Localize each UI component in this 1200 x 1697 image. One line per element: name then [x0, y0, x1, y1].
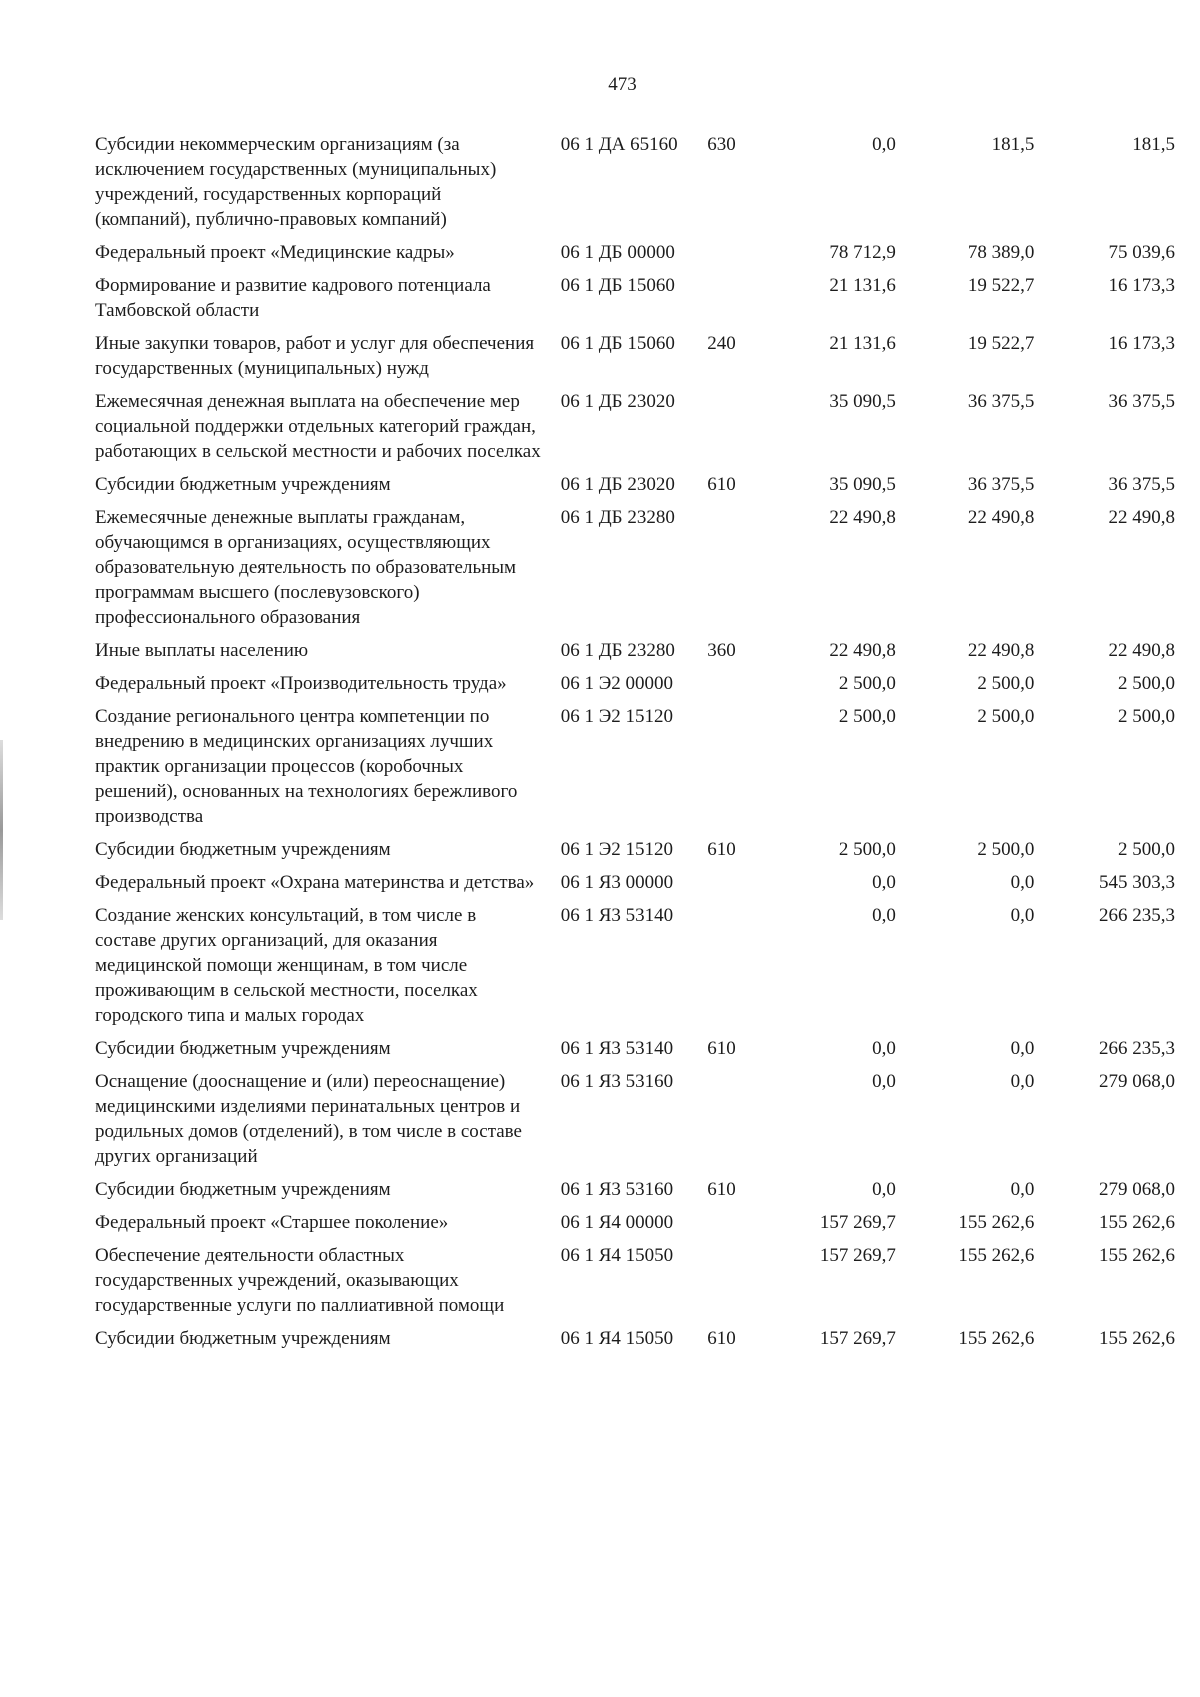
row-amount-year3-cell: 266 235,3 [1099, 1038, 1175, 1059]
row-expense-type-cell: 360 [707, 640, 736, 661]
row-code-cell: 06 1 Я3 00000 [560, 872, 674, 893]
table-row [95, 638, 1175, 671]
row-amount-year3-cell: 36 375,5 [1108, 391, 1175, 412]
table-row [95, 273, 1175, 331]
table-row [95, 132, 1175, 240]
row-name-cell: Федеральный проект «Производительность труда» [95, 673, 507, 694]
row-amount-year3-cell: 2 500,0 [1118, 839, 1175, 860]
row-name-cell: Федеральный проект «Медицинские кадры» [95, 242, 455, 263]
row-amount-year2-cell: 78 389,0 [967, 242, 1035, 263]
budget-table [95, 132, 1175, 1359]
row-amount-year2-cell: 0,0 [1010, 872, 1035, 893]
table-row [95, 903, 1175, 1036]
row-amount-year2-cell: 22 490,8 [967, 507, 1035, 528]
row-expense-type-cell [707, 671, 757, 704]
row-amount-year1-cell: 35 090,5 [829, 391, 896, 412]
row-expense-type-cell: 240 [707, 333, 736, 354]
row-expense-type-cell [707, 389, 757, 472]
table-row [95, 331, 1175, 389]
row-name-cell: Обеспечение деятельности областных государственных учреждений, оказывающих государственные услуги по паллиативной помощи [95, 1245, 505, 1316]
row-expense-type-cell [707, 505, 757, 638]
row-expense-type-cell [707, 1243, 757, 1326]
row-amount-year3-cell: 545 303,3 [1099, 872, 1175, 893]
row-amount-year3-cell: 75 039,6 [1108, 242, 1175, 263]
row-expense-type-cell: 610 [707, 1179, 736, 1200]
row-name-cell: Формирование и развитие кадрового потенциала Тамбовской области [95, 275, 491, 321]
row-amount-year1-cell: 35 090,5 [829, 474, 896, 495]
page-number: 473 [608, 74, 637, 95]
row-code-cell: 06 1 Я4 15050 [560, 1245, 674, 1266]
row-amount-year2-cell: 181,5 [991, 134, 1035, 155]
row-name-cell: Субсидии бюджетным учреждениям [95, 1179, 391, 1200]
scan-edge-artifact [0, 740, 3, 920]
row-amount-year1-cell: 0,0 [872, 1179, 896, 1200]
row-amount-year1-cell: 2 500,0 [838, 839, 896, 860]
row-amount-year1-cell: 21 131,6 [829, 275, 896, 296]
row-code-cell: 06 1 Я3 53140 [560, 905, 674, 926]
row-amount-year1-cell: 0,0 [872, 1071, 896, 1092]
row-name-cell: Ежемесячные денежные выплаты гражданам, обучающимся в организациях, осуществляющих образовательную деятельность по образовательным программам высшего (послевузовского) профессионального образования [95, 507, 517, 628]
row-expense-type-cell [707, 870, 757, 903]
row-expense-type-cell [707, 1069, 757, 1177]
row-amount-year3-cell: 279 068,0 [1099, 1179, 1175, 1200]
table-row [95, 1177, 1175, 1210]
row-code-cell: 06 1 Э2 15120 [560, 706, 673, 727]
row-code-cell: 06 1 ДБ 23020 [560, 474, 675, 495]
table-row [95, 1069, 1175, 1177]
row-code-cell: 06 1 ДБ 15060 [560, 275, 675, 296]
row-expense-type-cell: 630 [707, 134, 736, 155]
row-amount-year3-cell: 155 262,6 [1099, 1328, 1175, 1349]
row-name-cell: Субсидии бюджетным учреждениям [95, 839, 391, 860]
row-amount-year2-cell: 36 375,5 [967, 391, 1035, 412]
row-name-cell: Оснащение (дооснащение и (или) переоснащение) медицинскими изделиями перинатальных центров и родильных домов (отделений), в том числе в составе других организаций [95, 1071, 522, 1167]
row-amount-year2-cell: 19 522,7 [967, 275, 1035, 296]
row-amount-year2-cell: 155 262,6 [958, 1328, 1035, 1349]
row-amount-year1-cell: 157 269,7 [819, 1212, 896, 1233]
row-amount-year1-cell: 78 712,9 [829, 242, 896, 263]
table-row [95, 1326, 1175, 1359]
row-amount-year3-cell: 266 235,3 [1099, 905, 1175, 926]
row-amount-year1-cell: 2 500,0 [838, 706, 896, 727]
row-expense-type-cell: 610 [707, 1328, 736, 1349]
row-amount-year2-cell: 0,0 [1010, 905, 1035, 926]
row-name-cell: Иные выплаты населению [95, 640, 309, 661]
row-amount-year3-cell: 279 068,0 [1099, 1071, 1175, 1092]
row-amount-year1-cell: 0,0 [872, 872, 896, 893]
row-amount-year2-cell: 2 500,0 [977, 673, 1035, 694]
row-code-cell: 06 1 Я4 00000 [560, 1212, 674, 1233]
row-code-cell: 06 1 ДБ 15060 [560, 333, 675, 354]
row-amount-year2-cell: 2 500,0 [977, 839, 1035, 860]
row-amount-year1-cell: 0,0 [872, 134, 896, 155]
row-amount-year2-cell: 0,0 [1010, 1179, 1035, 1200]
table-row [95, 1243, 1175, 1326]
row-amount-year3-cell: 155 262,6 [1099, 1245, 1175, 1266]
row-code-cell: 06 1 ДБ 00000 [560, 242, 675, 263]
row-name-cell: Федеральный проект «Старшее поколение» [95, 1212, 449, 1233]
table-row [95, 704, 1175, 837]
row-amount-year3-cell: 2 500,0 [1118, 706, 1175, 727]
row-amount-year3-cell: 36 375,5 [1108, 474, 1175, 495]
row-expense-type-cell [707, 903, 757, 1036]
row-name-cell: Субсидии бюджетным учреждениям [95, 1328, 391, 1349]
table-row [95, 1210, 1175, 1243]
table-row [95, 671, 1175, 704]
table-row [95, 505, 1175, 638]
row-expense-type-cell [707, 240, 757, 273]
row-name-cell: Субсидии бюджетным учреждениям [95, 474, 391, 495]
row-amount-year1-cell: 0,0 [872, 905, 896, 926]
row-expense-type-cell: 610 [707, 474, 736, 495]
row-amount-year1-cell: 22 490,8 [829, 507, 896, 528]
row-amount-year1-cell: 2 500,0 [838, 673, 896, 694]
row-amount-year2-cell: 0,0 [1010, 1071, 1035, 1092]
row-expense-type-cell [707, 273, 757, 331]
row-code-cell: 06 1 Я4 15050 [560, 1328, 674, 1349]
row-expense-type-cell [707, 1210, 757, 1243]
row-name-cell: Создание регионального центра компетенции по внедрению в медицинских организациях лучших практик организации процессов (коробочных решений), основанных на технологиях бережливого производства [95, 706, 518, 827]
row-amount-year1-cell: 0,0 [872, 1038, 896, 1059]
row-name-cell: Иные закупки товаров, работ и услуг для обеспечения государственных (муниципальных) нужд [95, 333, 535, 379]
row-expense-type-cell: 610 [707, 839, 736, 860]
row-amount-year2-cell: 22 490,8 [967, 640, 1035, 661]
row-amount-year3-cell: 2 500,0 [1118, 673, 1175, 694]
table-row [95, 472, 1175, 505]
row-name-cell: Федеральный проект «Охрана материнства и детства» [95, 872, 535, 893]
row-name-cell: Субсидии некоммерческим организациям (за исключением государственных (муниципальных) учреждений, государственных корпораций (компаний), публично-правовых компаний) [95, 134, 497, 230]
row-amount-year2-cell: 0,0 [1010, 1038, 1035, 1059]
row-code-cell: 06 1 Я3 53160 [560, 1179, 674, 1200]
row-amount-year1-cell: 157 269,7 [819, 1245, 896, 1266]
table-row [95, 1036, 1175, 1069]
row-code-cell: 06 1 ДБ 23280 [560, 640, 675, 661]
row-code-cell: 06 1 ДБ 23020 [560, 391, 675, 412]
table-row [95, 389, 1175, 472]
row-amount-year3-cell: 181,5 [1132, 134, 1175, 155]
row-amount-year3-cell: 16 173,3 [1108, 333, 1175, 354]
row-code-cell: 06 1 Э2 00000 [560, 673, 673, 694]
table-row [95, 837, 1175, 870]
table-row [95, 240, 1175, 273]
row-amount-year3-cell: 155 262,6 [1099, 1212, 1175, 1233]
row-amount-year1-cell: 21 131,6 [829, 333, 896, 354]
row-name-cell: Ежемесячная денежная выплата на обеспечение мер социальной поддержки отдельных категорий граждан, работающих в сельской местности и рабочих поселках [95, 391, 541, 462]
row-amount-year2-cell: 19 522,7 [967, 333, 1035, 354]
row-code-cell: 06 1 ДБ 23280 [560, 507, 675, 528]
row-amount-year2-cell: 2 500,0 [977, 706, 1035, 727]
row-code-cell: 06 1 Э2 15120 [560, 839, 673, 860]
row-amount-year2-cell: 155 262,6 [958, 1212, 1035, 1233]
row-expense-type-cell: 610 [707, 1038, 736, 1059]
row-name-cell: Создание женских консультаций, в том числе в составе других организаций, для оказания медицинской помощи женщинам, в том числе проживающим в сельской местности, поселках городского типа и малых городах [95, 905, 478, 1026]
row-amount-year2-cell: 36 375,5 [967, 474, 1035, 495]
row-amount-year3-cell: 22 490,8 [1108, 640, 1175, 661]
row-amount-year3-cell: 16 173,3 [1108, 275, 1175, 296]
row-amount-year1-cell: 22 490,8 [829, 640, 896, 661]
row-name-cell: Субсидии бюджетным учреждениям [95, 1038, 391, 1059]
row-code-cell: 06 1 ДА 65160 [560, 134, 678, 155]
row-code-cell: 06 1 Я3 53160 [560, 1071, 674, 1092]
row-code-cell: 06 1 Я3 53140 [560, 1038, 674, 1059]
row-expense-type-cell [707, 704, 757, 837]
table-row [95, 870, 1175, 903]
row-amount-year3-cell: 22 490,8 [1108, 507, 1175, 528]
row-amount-year2-cell: 155 262,6 [958, 1245, 1035, 1266]
row-amount-year1-cell: 157 269,7 [819, 1328, 896, 1349]
budget-table-body [95, 132, 1175, 1359]
